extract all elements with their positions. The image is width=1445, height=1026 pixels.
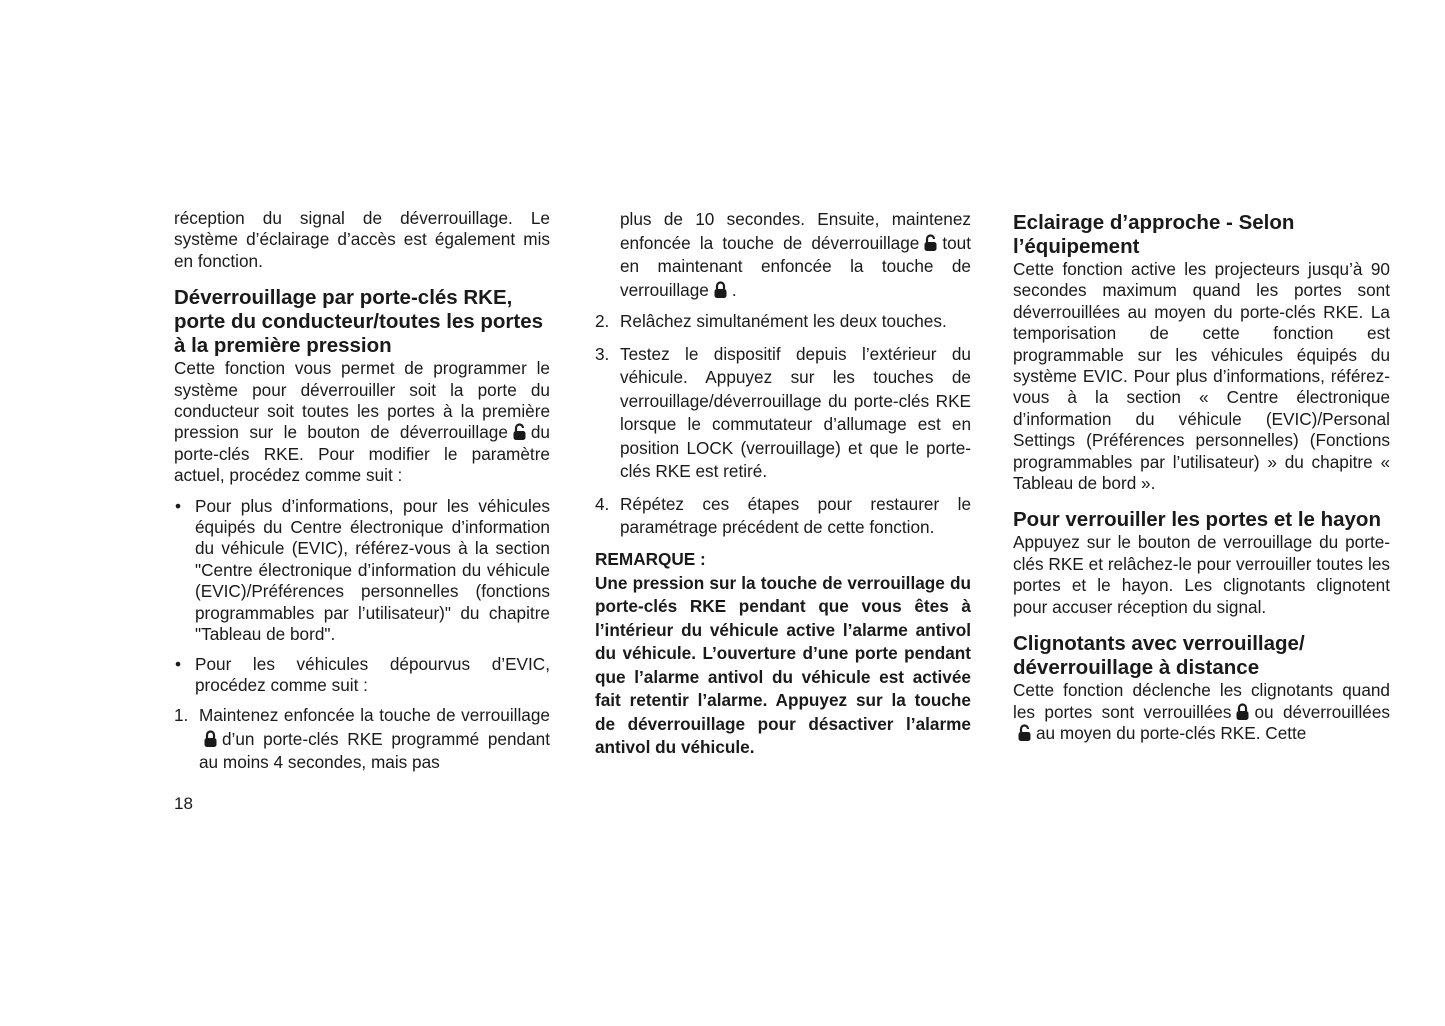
flash-text-b: ou déverrouillées <box>1254 701 1390 722</box>
step-2 <box>595 310 971 334</box>
section-intro <box>174 358 550 486</box>
unlock-icon <box>1017 724 1032 741</box>
step-text: Répétez ces étapes pour restaurer le paramétrage précédent de cette fonction. <box>620 493 971 537</box>
section-body-flash-lights <box>1013 680 1390 744</box>
step-number: 4. <box>595 493 610 514</box>
step-1 <box>174 704 550 775</box>
section-intro-a: Cette fonction vous permet de programmer le système pour déverrouiller soit la porte du conducteur soit toutes les portes à la première pression sur le bouton de déverrouillage <box>174 358 550 443</box>
step-1-cont-c: . <box>731 279 737 300</box>
bullet-item-evic: • Pour plus d’informations, pour les véhicules équipés du Centre électronique d’information du véhicule (EVIC), référez-vous à la section "Centre électronique d’information du véhicule (EVIC)/Préférences personnelles (fonctions programmables par l’utilisateur)" du chapitre "Tableau de bord". <box>174 496 550 646</box>
bullet-item-no-evic: • Pour les véhicules dépourvus d’EVIC, procédez comme suit : <box>174 654 550 697</box>
step-number: 1. <box>174 705 189 726</box>
section-heading-unlock-first-press: Déverrouillage par porte-clés RKE, porte du conducteur/toutes les portes à la première pression <box>174 286 544 358</box>
section-heading-flash-lights: Clignotants avec verrouillage/ déverrouillage à distance <box>1013 632 1305 680</box>
steps-list-start <box>174 704 550 775</box>
lock-icon <box>713 281 728 298</box>
step-text: Relâchez simultanément les deux touches. <box>620 311 947 331</box>
step-1-cont-b: tout en maintenant enfoncée la touche de verrouillage <box>620 232 971 300</box>
steps-list <box>595 310 971 540</box>
step-1-continued <box>595 208 971 302</box>
step-1-cont-a: plus de 10 secondes. Ensuite, maintenez enfoncée la touche de déverrouillage <box>620 209 971 253</box>
step-text: Testez le dispositif depuis l’extérieur du véhicule. Appuyez sur les touches de verrouillage/déverrouillage du porte-clés RKE lorsque le commutateur d’allumage est en position LOCK (verrouillage) et que le porte-clés RKE est retiré. <box>620 343 971 481</box>
page-number: 18 <box>174 794 193 813</box>
step-1-text-b: d’un porte-clés RKE programmé pendant au moins 4 secondes, mais pas <box>199 728 550 773</box>
column-right <box>1013 208 1390 744</box>
section-heading-approach-lighting: Eclairage d’approche - Selon l’équipement <box>1013 211 1295 258</box>
step-1-text-a: Maintenez enfoncée la touche de verrouillage <box>199 705 550 726</box>
section-body-approach-lighting: Cette fonction active les projecteurs jusqu’à 90 secondes maximum quand les portes sont déverrouillées au moyen du porte-clés RKE. La temporisation de cette fonction est programmable sur les véhicules équipés du système EVIC. Pour plus d’informations, référez-vous à la section « Centre électronique d’information du véhicule (EVIC)/Personal Settings (Préférences personnelles) (Fonctions programmables par l’utilisateur) » du chapitre « Tableau de bord ». <box>1013 259 1390 494</box>
section-heading-lock-doors: Pour verrouiller les portes et le hayon <box>1013 508 1381 532</box>
step-number: 2. <box>595 311 610 331</box>
step-3 <box>595 343 971 484</box>
flash-text-c: au moyen du porte-clés RKE. Cette <box>1036 722 1307 743</box>
note-body: Une pression sur la touche de verrouillage du porte-clés RKE pendant que vous êtes à l’intérieur du véhicule active l’alarme antivol du véhicule. L’ouverture d’une porte pendant que l’alarme antivol du véhicule est activée fait retentir l’alarme. Appuyez sur la touche de déverrouillage pour désactiver l’alarme antivol du véhicule. <box>595 572 971 758</box>
section-intro-b: du porte-clés RKE. Pour modifier le paramètre actuel, procédez comme suit : <box>174 422 550 486</box>
lock-icon <box>1235 703 1250 720</box>
column-left <box>174 208 550 784</box>
column-middle <box>595 208 971 760</box>
flash-text-a: Cette fonction déclenche les clignotants quand les portes sont verrouillées <box>1013 680 1390 722</box>
step-number: 3. <box>595 343 610 364</box>
continued-paragraph: réception du signal de déverrouillage. Le système d’éclairage d’accès est également mis en fonction. <box>174 208 550 271</box>
unlock-icon <box>512 423 527 440</box>
bullet-list <box>174 496 550 697</box>
unlock-icon <box>923 234 938 251</box>
note-title: REMARQUE : <box>595 548 706 569</box>
section-body-lock-doors: Appuyez sur le bouton de verrouillage du porte-clés RKE et relâchez-le pour verrouiller toutes les portes et le hayon. Les clignotants clignotent pour accuser réception du signal. <box>1013 532 1390 617</box>
lock-icon <box>203 730 218 747</box>
step-4 <box>595 493 971 540</box>
